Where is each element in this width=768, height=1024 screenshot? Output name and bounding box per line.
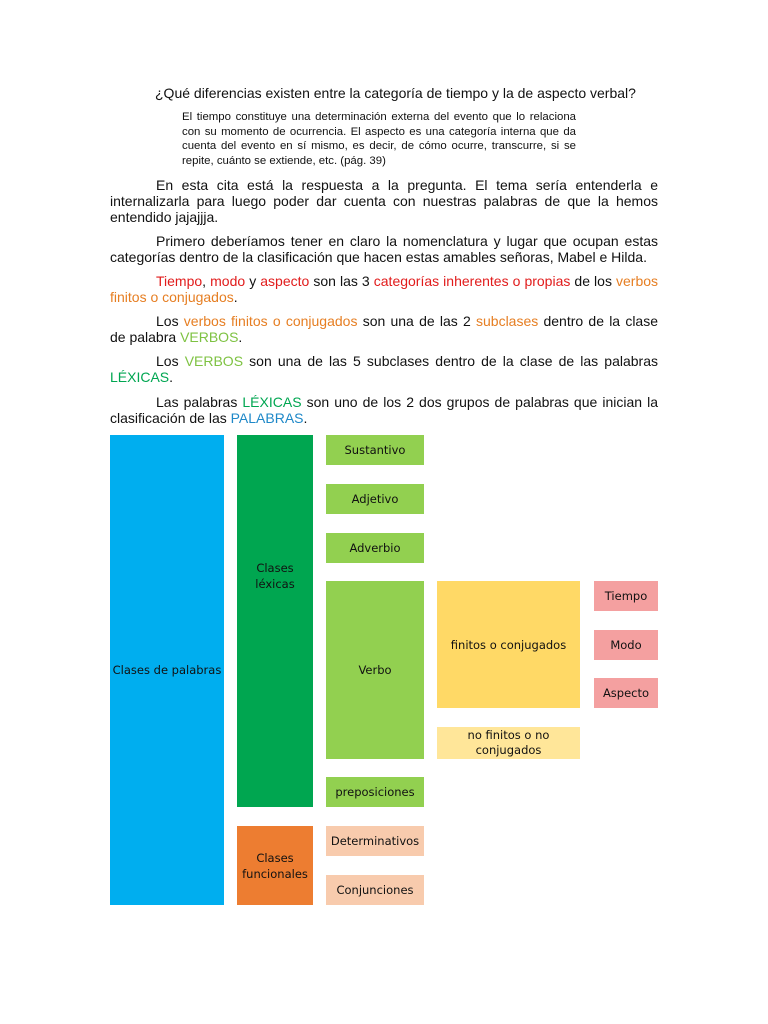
question-heading: ¿Qué diferencias existen entre la categoría de tiempo y la de aspecto verbal?	[155, 85, 636, 101]
term-aspecto: aspecto	[260, 273, 310, 289]
term-verbos: VERBOS	[180, 329, 239, 345]
node-adverbio: Adverbio	[326, 533, 424, 563]
node-determinativos: Determinativos	[326, 826, 424, 856]
node-preposiciones: preposiciones	[326, 777, 424, 807]
term-palabras: PALABRAS	[230, 410, 304, 426]
node-modo: Modo	[594, 630, 658, 660]
quote-block: El tiempo constituye una determinación externa del evento que lo relaciona con su momento de ocurrencia. El aspecto es una categoría interna que da cuenta del evento en sí mismo, es decir, de cómo ocurre, transcurre, si se repite, cuánto se extiende, etc. (pág. 39)	[182, 111, 576, 168]
node-clases-de-palabras: Clases de palabras	[110, 435, 224, 905]
paragraph-6: Las palabras LÉXICAS son uno de los 2 dos grupos de palabras que inician la clasificación de las PALABRAS.	[110, 394, 658, 426]
node-adjetivo: Adjetivo	[326, 484, 424, 514]
term-lexicas-2: LÉXICAS	[242, 394, 302, 410]
node-clases-lexicas: Clases léxicas	[237, 435, 313, 807]
node-aspecto: Aspecto	[594, 678, 658, 708]
paragraph-1: En esta cita está la respuesta a la pregunta. El tema sería entenderla e internalizarla para luego poder dar cuenta con nuestras palabras de que la hemos entendido jajajjja.	[110, 177, 658, 225]
node-verbo: Verbo	[326, 581, 424, 759]
paragraph-2: Primero deberíamos tener en claro la nomenclatura y lugar que ocupan estas categorías dentro de la clasificación que hacen estas amables señoras, Mabel e Hilda.	[110, 233, 658, 265]
node-finitos: finitos o conjugados	[437, 581, 580, 708]
term-verbos-2: VERBOS	[184, 353, 244, 369]
node-no-finitos: no finitos o no conjugados	[437, 727, 580, 759]
term-subclases: subclases	[476, 313, 539, 329]
node-tiempo: Tiempo	[594, 581, 658, 611]
term-categorias: categorías inherentes o propias	[373, 273, 571, 289]
node-sustantivo: Sustantivo	[326, 435, 424, 465]
paragraph-3: Tiempo, modo y aspecto son las 3 categorías inherentes o propias de los verbos finitos o conjugados.	[110, 273, 659, 305]
term-verbos-finitos-2: verbos finitos o conjugados	[183, 313, 358, 329]
term-verbos-finitos: verbos finitos o conjugados	[110, 273, 659, 305]
term-modo: modo	[210, 273, 246, 289]
paragraph-5: Los VERBOS son una de las 5 subclases dentro de la clase de las palabras LÉXICAS.	[110, 353, 658, 385]
term-tiempo: Tiempo	[156, 273, 203, 289]
node-conjunciones: Conjunciones	[326, 875, 424, 905]
term-lexicas: LÉXICAS	[110, 369, 170, 385]
node-clases-funcionales: Clases funcionales	[237, 826, 313, 905]
paragraph-4: Los verbos finitos o conjugados son una de las 2 subclases dentro de la clase de palabra VERBOS.	[110, 313, 659, 345]
